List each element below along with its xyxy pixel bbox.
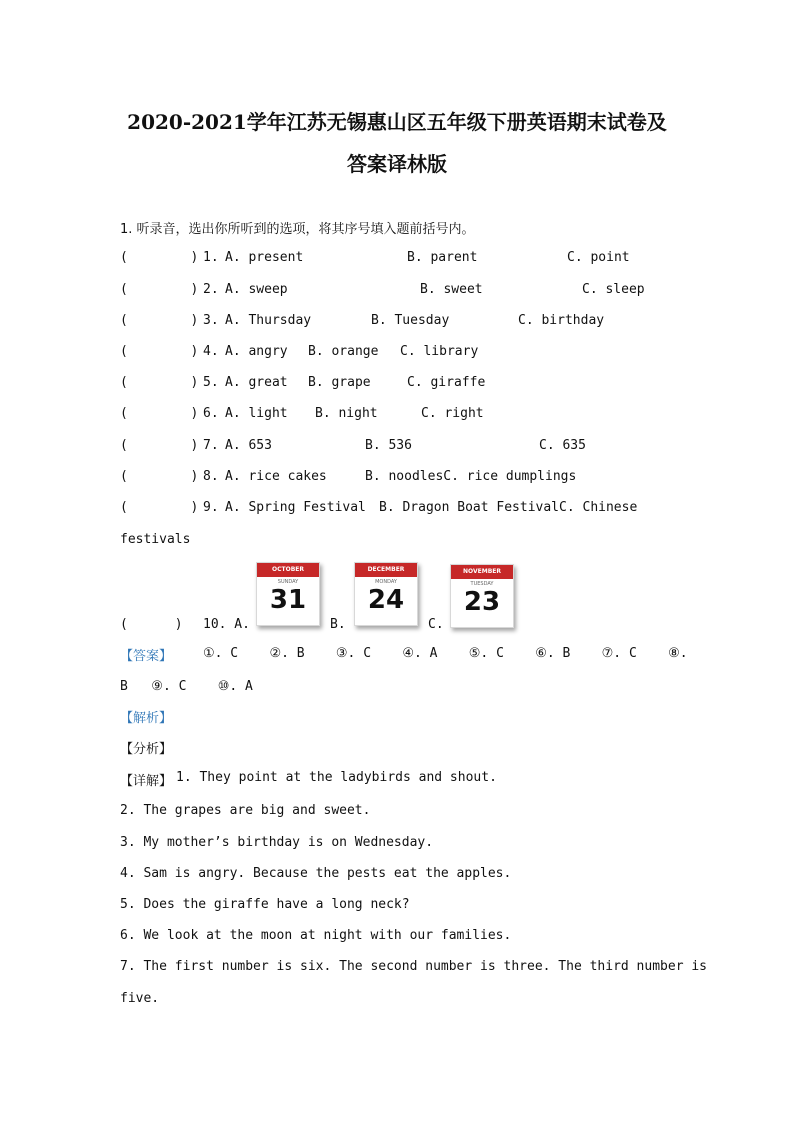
option-c: C. right <box>421 406 484 421</box>
detail-sentence: 5. Does the giraffe have a long neck? <box>120 897 410 912</box>
title-line-1: 2020-2021学年江苏无锡惠山区五年级下册英语期末试卷及 <box>127 110 667 134</box>
option-b: B. night <box>315 406 378 421</box>
calendar-november-23 <box>450 564 514 628</box>
item-10-option-c: C. <box>428 617 444 632</box>
detail-sentence: 6. We look at the moon at night with our families. <box>120 928 512 943</box>
item-number: 5. <box>203 375 219 390</box>
detail-sentence: 1. They point at the ladybirds and shout. <box>176 770 497 785</box>
calendar-month: DECEMBER <box>355 563 417 577</box>
calendar-weekday: SUNDAY <box>277 579 299 585</box>
item-number: 1. <box>203 250 219 265</box>
detail-label: 【详解】 <box>120 774 173 789</box>
option-b: B. Dragon Boat FestivalC. Chinese <box>379 500 638 515</box>
calendar-december-24 <box>354 562 418 626</box>
answer-bracket: ( ) <box>120 313 199 328</box>
option-c: C. point <box>567 250 630 265</box>
option-a: A. light <box>225 406 288 421</box>
option-a: A. 653 <box>225 438 272 453</box>
item-number: 4. <box>203 344 219 359</box>
analysis-label: 【解析】 <box>120 711 173 726</box>
calendar-day: 31 <box>269 585 307 615</box>
option-c: C. giraffe <box>407 375 486 390</box>
item-number: 3. <box>203 313 219 328</box>
calendar-month: NOVEMBER <box>451 565 513 579</box>
answer-bracket: ( ) <box>120 438 199 453</box>
calendar-day: 24 <box>367 585 405 615</box>
option-b: B. orange <box>308 344 379 359</box>
option-a: A. Thursday <box>225 313 312 328</box>
item-10-option-b: B. <box>330 617 346 632</box>
item-number: 6. <box>203 406 219 421</box>
answers-line-2: B ⑨. C ⑩. A <box>120 679 253 694</box>
answer-bracket: ( ) <box>120 469 199 484</box>
calendar-october-31 <box>256 562 320 626</box>
detail-sentence: 3. My mother’s birthday is on Wednesday. <box>120 835 434 850</box>
item-9-continuation: festivals <box>120 532 191 547</box>
title-line-2: 答案译林版 <box>347 152 447 176</box>
item-10-option-a: 10. A. <box>203 617 250 632</box>
option-b: B. noodlesC. rice dumplings <box>365 469 577 484</box>
fenxi-label: 【分析】 <box>120 742 173 757</box>
calendar-month: OCTOBER <box>257 563 319 577</box>
option-a: A. rice cakes <box>225 469 327 484</box>
option-b: B. grape <box>308 375 371 390</box>
answer-bracket: ( ) <box>120 344 199 359</box>
calendar-day: 23 <box>463 587 501 617</box>
option-c: C. library <box>400 344 479 359</box>
option-a: A. sweep <box>225 282 288 297</box>
answer-bracket: ( ) <box>120 406 199 421</box>
item-10-bracket: ( ) <box>120 617 183 632</box>
option-c: C. sleep <box>582 282 645 297</box>
option-b: B. parent <box>407 250 478 265</box>
item-number: 7. <box>203 438 219 453</box>
answers-line-1: ①. C ②. B ③. C ④. A ⑤. C ⑥. B ⑦. C ⑧. <box>203 646 688 661</box>
item-number: 9. <box>203 500 219 515</box>
option-b: B. 536 <box>365 438 412 453</box>
item-number: 8. <box>203 469 219 484</box>
detail-sentence: 2. The grapes are big and sweet. <box>120 803 371 818</box>
calendar-weekday: TUESDAY <box>470 581 494 587</box>
answer-bracket: ( ) <box>120 282 199 297</box>
answer-bracket: ( ) <box>120 250 199 265</box>
option-b: B. Tuesday <box>371 313 450 328</box>
option-a: A. great <box>225 375 288 390</box>
answer-bracket: ( ) <box>120 500 199 515</box>
option-a: A. angry <box>225 344 288 359</box>
option-b: B. sweet <box>420 282 483 297</box>
option-a: A. Spring Festival <box>225 500 366 515</box>
answer-bracket: ( ) <box>120 375 199 390</box>
option-c: C. 635 <box>539 438 586 453</box>
detail-sentence: 4. Sam is angry. Because the pests eat the apples. <box>120 866 512 881</box>
detail-7-continuation: five. <box>120 991 160 1006</box>
item-number: 2. <box>203 282 219 297</box>
calendar-weekday: MONDAY <box>375 579 397 585</box>
detail-sentence: 7. The first number is six. The second number is three. The third number is <box>120 959 707 974</box>
option-a: A. present <box>225 250 304 265</box>
answer-label: 【答案】 <box>120 649 173 664</box>
question-1-instruction: 1. 听录音，选出你所听到的选项，将其序号填入题前括号内。 <box>120 222 475 237</box>
option-c: C. birthday <box>518 313 605 328</box>
